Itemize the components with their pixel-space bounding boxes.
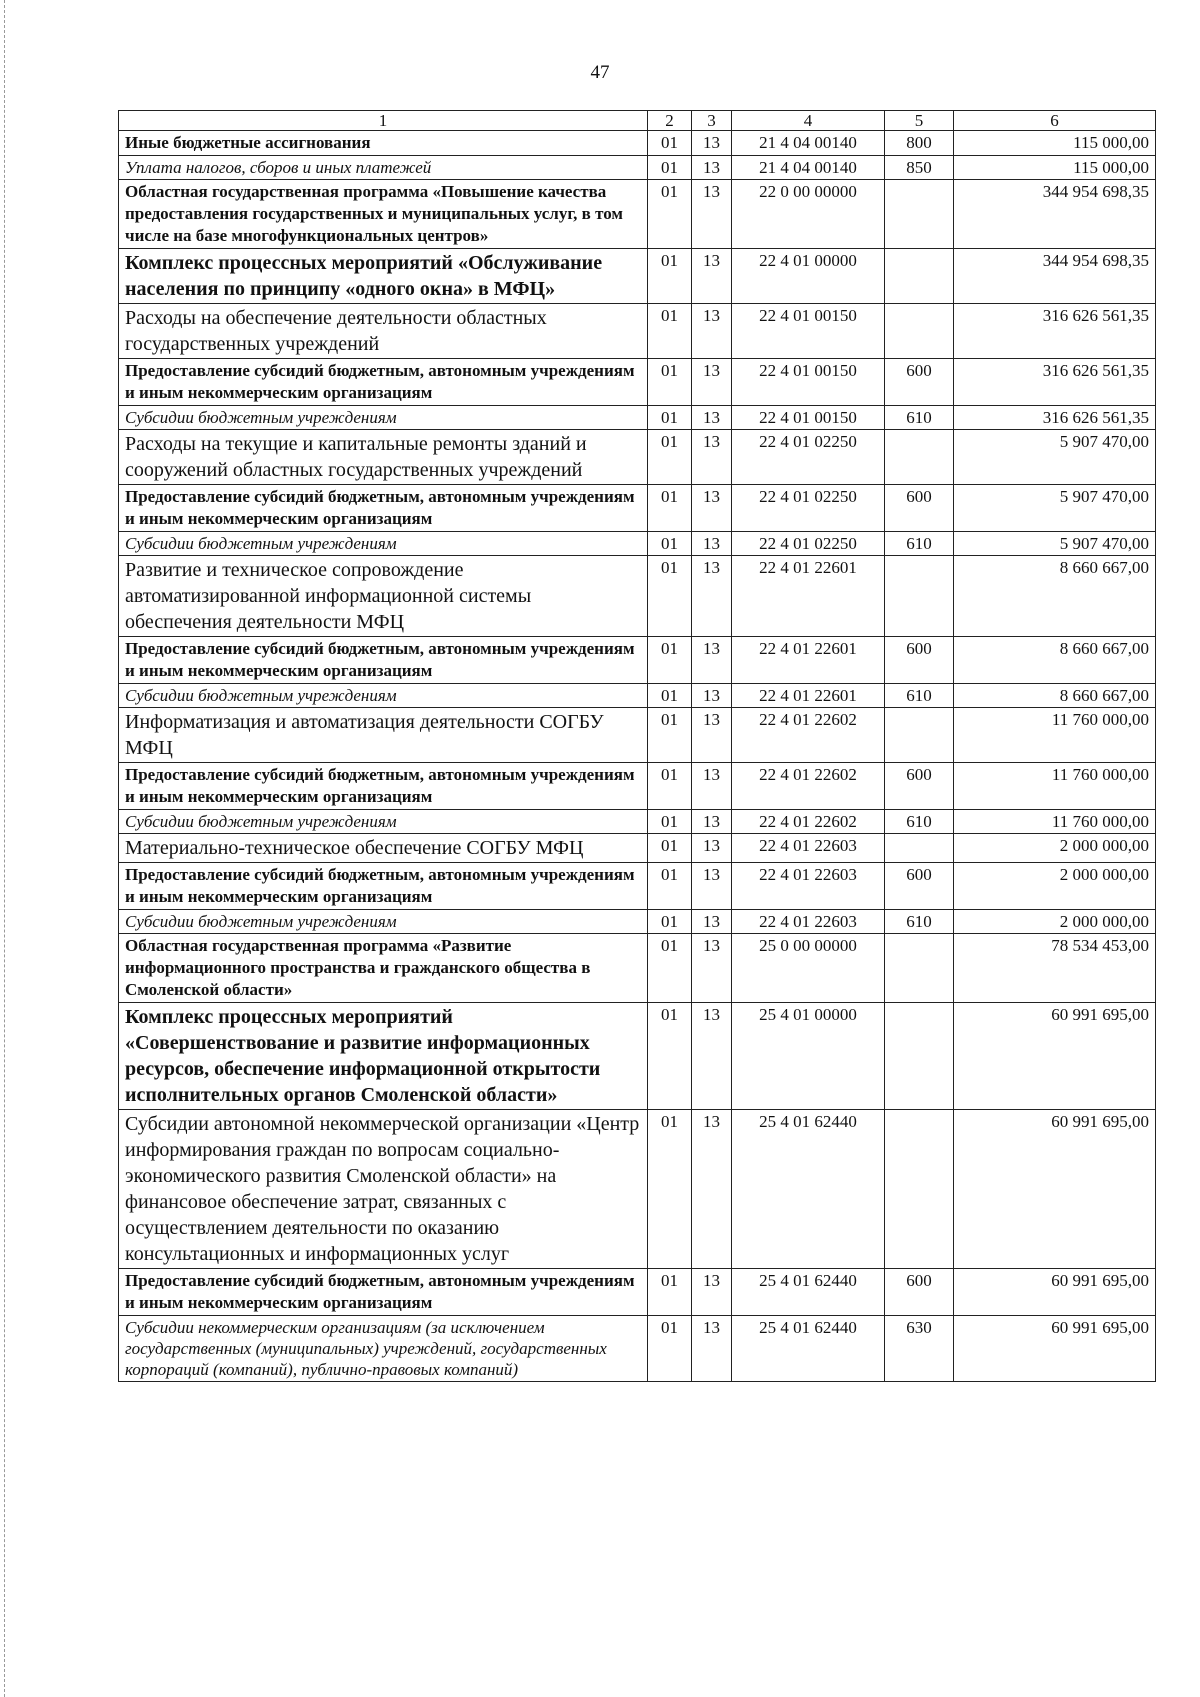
- expense-type-code: 610: [885, 532, 954, 556]
- header-col-1: 1: [119, 111, 648, 131]
- table-row: [119, 556, 1156, 637]
- section-code: 01: [648, 684, 692, 708]
- target-article-code: 22 4 01 00150: [732, 406, 885, 430]
- amount: 5 907 470,00: [954, 532, 1156, 556]
- row-description: Развитие и техническое сопровождение автоматизированной информационной системы обеспечения деятельности МФЦ: [119, 556, 648, 637]
- section-code: 01: [648, 485, 692, 532]
- section-code: 01: [648, 910, 692, 934]
- expense-type-code: 800: [885, 131, 954, 156]
- amount: 60 991 695,00: [954, 1316, 1156, 1382]
- row-description: Областная государственная программа «Повышение качества предоставления государственных и муниципальных услуг, в том числе на базе многофункциональных центров»: [119, 180, 648, 249]
- section-code: 01: [648, 708, 692, 763]
- section-code: 01: [648, 156, 692, 180]
- table-row: [119, 430, 1156, 485]
- amount: 5 907 470,00: [954, 430, 1156, 485]
- target-article-code: 22 4 01 22601: [732, 637, 885, 684]
- row-description: Субсидии автономной некоммерческой организации «Центр информирования граждан по вопросам социально-экономического развития Смоленской области» на финансовое обеспечение затрат, связанных с осуществлением деятельности по оказанию консультационных и информационных услуг: [119, 1110, 648, 1269]
- row-description: Субсидии некоммерческим организациям (за исключением государственных (муниципальных) учреждений, государственных корпораций (компаний), публично-правовых компаний): [119, 1316, 648, 1382]
- row-description: Материально-техническое обеспечение СОГБУ МФЦ: [119, 834, 648, 863]
- table-row: [119, 1269, 1156, 1316]
- table-row: [119, 180, 1156, 249]
- section-code: 01: [648, 763, 692, 810]
- row-description: Субсидии бюджетным учреждениям: [119, 532, 648, 556]
- row-description: Предоставление субсидий бюджетным, автономным учреждениям и иным некоммерческим организациям: [119, 763, 648, 810]
- amount: 2 000 000,00: [954, 863, 1156, 910]
- row-description: Уплата налогов, сборов и иных платежей: [119, 156, 648, 180]
- budget-table: [118, 110, 1156, 1382]
- section-code: 01: [648, 532, 692, 556]
- expense-type-code: 610: [885, 684, 954, 708]
- section-code: 01: [648, 304, 692, 359]
- row-description: Предоставление субсидий бюджетным, автономным учреждениям и иным некоммерческим организациям: [119, 359, 648, 406]
- header-col-6: 6: [954, 111, 1156, 131]
- table-row: [119, 156, 1156, 180]
- row-description: Информатизация и автоматизация деятельности СОГБУ МФЦ: [119, 708, 648, 763]
- subsection-code: 13: [692, 180, 732, 249]
- subsection-code: 13: [692, 249, 732, 304]
- amount: 115 000,00: [954, 131, 1156, 156]
- amount: 344 954 698,35: [954, 180, 1156, 249]
- expense-type-code: 600: [885, 1269, 954, 1316]
- expense-type-code: [885, 834, 954, 863]
- subsection-code: 13: [692, 763, 732, 810]
- expense-type-code: 600: [885, 485, 954, 532]
- expense-type-code: 610: [885, 910, 954, 934]
- target-article-code: 25 4 01 00000: [732, 1003, 885, 1110]
- section-code: 01: [648, 1316, 692, 1382]
- expense-type-code: [885, 430, 954, 485]
- subsection-code: 13: [692, 863, 732, 910]
- row-description: Расходы на текущие и капитальные ремонты зданий и сооружений областных государственных учреждений: [119, 430, 648, 485]
- target-article-code: 25 4 01 62440: [732, 1110, 885, 1269]
- section-code: 01: [648, 863, 692, 910]
- expense-type-code: 600: [885, 863, 954, 910]
- expense-type-code: [885, 304, 954, 359]
- target-article-code: 25 0 00 00000: [732, 934, 885, 1003]
- amount: 8 660 667,00: [954, 637, 1156, 684]
- row-description: Иные бюджетные ассигнования: [119, 131, 648, 156]
- expense-type-code: [885, 556, 954, 637]
- expense-type-code: 600: [885, 637, 954, 684]
- target-article-code: 21 4 04 00140: [732, 156, 885, 180]
- target-article-code: 22 0 00 00000: [732, 180, 885, 249]
- amount: 60 991 695,00: [954, 1269, 1156, 1316]
- section-code: 01: [648, 1003, 692, 1110]
- subsection-code: 13: [692, 359, 732, 406]
- header-col-3: 3: [692, 111, 732, 131]
- target-article-code: 22 4 01 22603: [732, 834, 885, 863]
- subsection-code: 13: [692, 532, 732, 556]
- target-article-code: 22 4 01 00150: [732, 359, 885, 406]
- header-col-4: 4: [732, 111, 885, 131]
- section-code: 01: [648, 406, 692, 430]
- target-article-code: 22 4 01 22601: [732, 684, 885, 708]
- target-article-code: 22 4 01 22602: [732, 763, 885, 810]
- section-code: 01: [648, 810, 692, 834]
- row-description: Субсидии бюджетным учреждениям: [119, 684, 648, 708]
- target-article-code: 22 4 01 22601: [732, 556, 885, 637]
- target-article-code: 22 4 01 02250: [732, 485, 885, 532]
- amount: 8 660 667,00: [954, 556, 1156, 637]
- section-code: 01: [648, 359, 692, 406]
- subsection-code: 13: [692, 1269, 732, 1316]
- expense-type-code: 630: [885, 1316, 954, 1382]
- subsection-code: 13: [692, 1003, 732, 1110]
- subsection-code: 13: [692, 156, 732, 180]
- header-col-2: 2: [648, 111, 692, 131]
- section-code: 01: [648, 1269, 692, 1316]
- table-row: [119, 1003, 1156, 1110]
- row-description: Предоставление субсидий бюджетным, автономным учреждениям и иным некоммерческим организациям: [119, 637, 648, 684]
- subsection-code: 13: [692, 934, 732, 1003]
- expense-type-code: 600: [885, 763, 954, 810]
- section-code: 01: [648, 249, 692, 304]
- amount: 316 626 561,35: [954, 359, 1156, 406]
- amount: 316 626 561,35: [954, 304, 1156, 359]
- table-row: [119, 304, 1156, 359]
- row-description: Субсидии бюджетным учреждениям: [119, 810, 648, 834]
- row-description: Комплекс процессных мероприятий «Обслуживание населения по принципу «одного окна» в МФЦ»: [119, 249, 648, 304]
- subsection-code: 13: [692, 556, 732, 637]
- expense-type-code: 850: [885, 156, 954, 180]
- subsection-code: 13: [692, 708, 732, 763]
- expense-type-code: [885, 1003, 954, 1110]
- row-description: Расходы на обеспечение деятельности областных государственных учреждений: [119, 304, 648, 359]
- section-code: 01: [648, 934, 692, 1003]
- subsection-code: 13: [692, 834, 732, 863]
- target-article-code: 22 4 01 02250: [732, 430, 885, 485]
- section-code: 01: [648, 556, 692, 637]
- table-row: [119, 910, 1156, 934]
- subsection-code: 13: [692, 485, 732, 532]
- row-description: Комплекс процессных мероприятий «Совершенствование и развитие информационных ресурсов, обеспечение информационной открытости исполнительных органов Смоленской области»: [119, 1003, 648, 1110]
- page-number: 47: [590, 62, 610, 83]
- target-article-code: 22 4 01 00000: [732, 249, 885, 304]
- expense-type-code: [885, 934, 954, 1003]
- target-article-code: 25 4 01 62440: [732, 1269, 885, 1316]
- amount: 60 991 695,00: [954, 1003, 1156, 1110]
- expense-type-code: 600: [885, 359, 954, 406]
- table-row: [119, 763, 1156, 810]
- table-row: [119, 1316, 1156, 1382]
- amount: 344 954 698,35: [954, 249, 1156, 304]
- amount: 316 626 561,35: [954, 406, 1156, 430]
- table-body: [119, 131, 1156, 1382]
- subsection-code: 13: [692, 810, 732, 834]
- row-description: Предоставление субсидий бюджетным, автономным учреждениям и иным некоммерческим организациям: [119, 1269, 648, 1316]
- table-row: [119, 485, 1156, 532]
- table-row: [119, 934, 1156, 1003]
- table-header-row: [119, 111, 1156, 131]
- target-article-code: 22 4 01 22603: [732, 863, 885, 910]
- amount: 60 991 695,00: [954, 1110, 1156, 1269]
- table-row: [119, 1110, 1156, 1269]
- table-row: [119, 532, 1156, 556]
- target-article-code: 22 4 01 00150: [732, 304, 885, 359]
- table-row: [119, 249, 1156, 304]
- amount: 2 000 000,00: [954, 834, 1156, 863]
- table-row: [119, 863, 1156, 910]
- target-article-code: 22 4 01 22602: [732, 708, 885, 763]
- target-article-code: 22 4 01 22603: [732, 910, 885, 934]
- section-code: 01: [648, 1110, 692, 1269]
- subsection-code: 13: [692, 304, 732, 359]
- expense-type-code: [885, 708, 954, 763]
- table-row: [119, 810, 1156, 834]
- subsection-code: 13: [692, 406, 732, 430]
- subsection-code: 13: [692, 637, 732, 684]
- subsection-code: 13: [692, 684, 732, 708]
- amount: 78 534 453,00: [954, 934, 1156, 1003]
- subsection-code: 13: [692, 1110, 732, 1269]
- expense-type-code: [885, 180, 954, 249]
- expense-type-code: [885, 249, 954, 304]
- row-description: Субсидии бюджетным учреждениям: [119, 406, 648, 430]
- table-row: [119, 406, 1156, 430]
- amount: 8 660 667,00: [954, 684, 1156, 708]
- amount: 11 760 000,00: [954, 810, 1156, 834]
- table-row: [119, 708, 1156, 763]
- table-row: [119, 131, 1156, 156]
- subsection-code: 13: [692, 1316, 732, 1382]
- section-code: 01: [648, 834, 692, 863]
- amount: 11 760 000,00: [954, 763, 1156, 810]
- header-col-5: 5: [885, 111, 954, 131]
- binding-edge-line: [4, 0, 6, 1697]
- amount: 5 907 470,00: [954, 485, 1156, 532]
- table-row: [119, 637, 1156, 684]
- row-description: Предоставление субсидий бюджетным, автономным учреждениям и иным некоммерческим организациям: [119, 485, 648, 532]
- row-description: Субсидии бюджетным учреждениям: [119, 910, 648, 934]
- row-description: Предоставление субсидий бюджетным, автономным учреждениям и иным некоммерческим организациям: [119, 863, 648, 910]
- table-row: [119, 834, 1156, 863]
- target-article-code: 22 4 01 02250: [732, 532, 885, 556]
- section-code: 01: [648, 180, 692, 249]
- row-description: Областная государственная программа «Развитие информационного пространства и гражданского общества в Смоленской области»: [119, 934, 648, 1003]
- table-row: [119, 684, 1156, 708]
- subsection-code: 13: [692, 910, 732, 934]
- expense-type-code: 610: [885, 810, 954, 834]
- amount: 11 760 000,00: [954, 708, 1156, 763]
- target-article-code: 21 4 04 00140: [732, 131, 885, 156]
- amount: 2 000 000,00: [954, 910, 1156, 934]
- subsection-code: 13: [692, 131, 732, 156]
- expense-type-code: 610: [885, 406, 954, 430]
- target-article-code: 22 4 01 22602: [732, 810, 885, 834]
- subsection-code: 13: [692, 430, 732, 485]
- section-code: 01: [648, 430, 692, 485]
- amount: 115 000,00: [954, 156, 1156, 180]
- section-code: 01: [648, 637, 692, 684]
- expense-type-code: [885, 1110, 954, 1269]
- target-article-code: 25 4 01 62440: [732, 1316, 885, 1382]
- section-code: 01: [648, 131, 692, 156]
- table-row: [119, 359, 1156, 406]
